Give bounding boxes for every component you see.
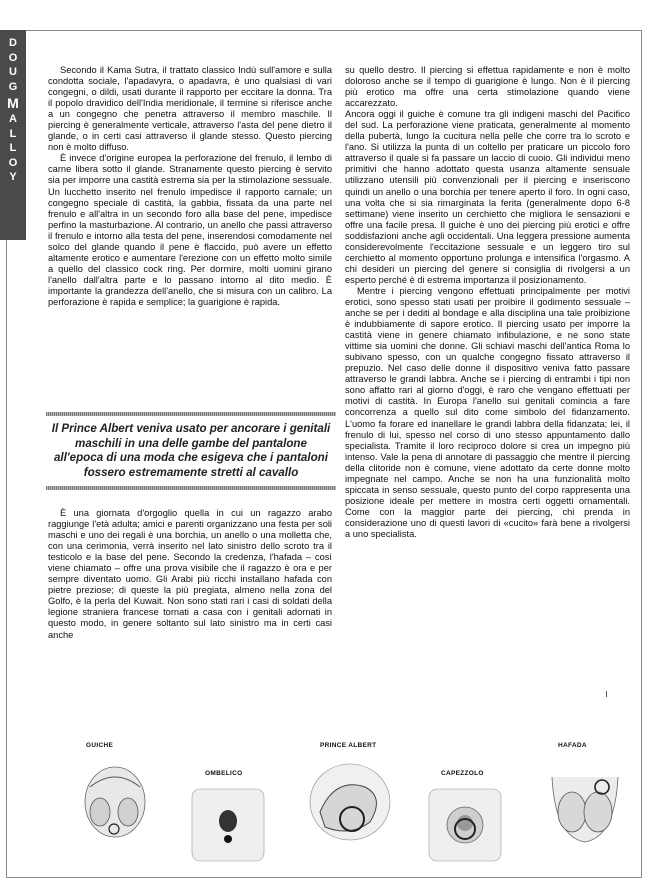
figure-label-prince-albert: PRINCE ALBERT [320,742,377,749]
sidebar-letter: L [9,127,17,140]
article-column-right [345,65,630,540]
prince-albert-illustration [300,757,400,847]
hafada-illustration [540,757,630,847]
sidebar-letter: G [8,80,18,93]
paragraph: È una giornata d'orgoglio quella in cui un ragazzo arabo raggiunge l'età adulta; amici e parenti organizzano una festa per soli maschi e uno dei regali è una borchia, un anello o una molletta che, con una cerimonia, verrà inserito nel lato sinistro dello scroto tra il testicolo e la base del pene. Secondo la credenza, l'hafada – così viene chiamato – offre una prova visibile che il ragazzo è ora e per sempre diventato uomo. Gli Arabi più ricchi installano hafada con pietre preziose; di queste la più pregiata, almeno nella zona del Golfo, è la perla del Kuwait. Non sono stati rari i casi di soldati della legione straniera francese tornati a casa con i genitali adornati in questo modo, in genere soltanto sul lato sinistro ma in certi casi anche [48,508,332,640]
figure-label-guiche: GUICHE [86,742,114,749]
guiche-illustration [70,757,160,847]
paragraph: È invece d'origine europea la perforazione del frenulo, il lembo di carne libera sotto il glande. Stranamente questo piercing è servito sia per imporre una castità estrema sia per la stimolazione sessuale. Un lucchetto inserito nel frenulo impedisce il rapporto carnale; un congegno speciale di castità, la gabbia, fissata da una parte nel frenulo e all'altra in un secondo foro alla base del pene, impedisce perfino la masturbazione. Al contrario, un anello che passi attraverso il frenulo e intorno alla testa del pene, inserendosi comodamente nel solco del glande quando il pene è flaccido, può avere un effetto altamente erotico e aumentare l'erezione con un effetto molto simile a quello del classico cock ring. Per dormire, molti uomini girano l'anello dall'altra parte e lo passano intorno al dito medio. È importante la grandezza dell'anello, che si misura con un calibro. La perforazione è rapida e semplice; la guarigione è rapida. [48,153,332,307]
sidebar-letter: M [7,95,19,111]
sidebar-letter: L [9,142,17,154]
pull-quote-bottom-rule [46,486,336,490]
pull-quote [46,412,336,496]
margin-mark [606,691,607,697]
sidebar-letter: D [9,37,17,49]
figure-label-ombelico: OMBELICO [205,770,243,777]
sidebar-letter: O [8,51,18,64]
figure-label-capezzolo: CAPEZZOLO [441,770,484,777]
sidebar-letter: U [9,66,17,78]
pull-quote-text: Il Prince Albert veniva usato per ancorare i genitali maschili in una delle gambe del pantalone all'epoca di una moda che esigeva che i pantaloni fossero estremamente stretti al cavallo [51,422,331,479]
author-sidebar [0,30,26,240]
sidebar-letter: O [8,156,18,169]
paragraph: Mentre i piercing vengono effettuati principalmente per motivi erotici, sono spesso stati usati per proibire il godimento sessuale – anche se per i dediti al bondage e alla disciplina una tale proibizione è indubbiamente di sapore erotico. Il piercing usato per imporre la castità viene in genere chiamato infibulazione, e ne sono state vittime sia uomini che donne. Gli schiavi maschi dell'antica Roma lo subivano spesso, con un qualche congegno fissato attraverso il prepuzio. Nel caso delle donne il dispositivo veniva fatto passare attraverso le grandi labbra. Anche se i piercing di entrambi i tipi non sono affatto rari al giorno d'oggi, è raro che vengano effettuati per motivi di castità. In Europa l'anello sui genitali comincia a fare concorrenza a quello sul dito come simbolo del fidanzamento. L'uomo fa forare ed inanellare le grandi labbra della fidanzata; lei, il frenulo di lui, spesso nel corso di uno stesso appuntamento dallo specialista. Tramite il loro reciproco dolore si crea un impegno più intenso. Vale la pena di annotare di passaggio che mentre il piercing della clitoride non è comune, viene adottato da certe donne molto impegnate nel campo. Anche se non ha una funzionalità molto spiccata in senso sessuale, questo punto del corpo rappresenta una posizione ideale per mettere in mostra certi oggetti ornamentali. Come con la maggior parte dei piercing, chi prenda in considerazione uno di questi lavori di «cucito» farà bene a rivolgersi a uno specialista. [345,285,630,539]
paragraph: Ancora oggi il guiche è comune tra gli indigeni maschi del Pacifico del sud. La perforazione viene praticata, generalmente al momento della pubertà, lungo la cucitura nella pelle che corre tra lo scroto e l'ano. Si utilizza la punta di un coltello per praticare un piccolo foro attraverso il quale si fa passare un laccio di cuoio. Gli individui meno primitivi che hanno adottato questa usanza altamente sensuale utilizzano utensili più convenzionali per il piercing e inseriscono quindi un anello o una borchia per tenere aperto il foro. In ogni caso, una volta che si sia rimarginata la ferita (generalmente dopo 6-8 settimane) viene inserito un cerchietto che migliora le sensazioni e offre una facile presa. Il guiche è uno dei piercing più erotici e offre soddisfazioni anche agli occidentali. Una leggera pressione aumenta considerevolmente l'eccitazione sessuale e un leggero tiro sul cerchietto al momento opportuno prolunga e intensifica l'orgasmo. A chi desideri un piercing del genere si consiglia di rivolgersi a un esperto perché è di estrema importanza il posizionamento. [345,109,630,285]
paragraph: Secondo il Kama Sutra, il trattato classico Indù sull'amore e sulla condotta sociale, l'apadavyra, o apadavra, è uno qualsiasi di vari congegni, o dildi, usati durante il rapporto per eccitare la donna. Tra il popolo dravidico dell'India meridionale, il termine si riferisce anche a un congegno che penetra attraverso il membro maschile. Il piercing è generalmente verticale, attraverso l'asta del pene dietro il glande, o in certi casi attraverso il glande stesso. Questo piercing non è molto diffuso. [48,65,332,153]
article-column-left-top [48,65,332,308]
sidebar-letter: A [9,113,17,125]
paragraph: su quello destro. Il piercing si effettua rapidamente e non è molto doloroso anche se il tempo di guarigione è lungo. Non è il piercing più erotico ma offre una certa stimolazione quando viene accarezzato. [345,65,630,109]
sidebar-letter: Y [9,171,17,183]
figure-label-hafada: HAFADA [558,742,587,749]
article-column-left-bottom [48,508,332,641]
ombelico-illustration [188,785,268,865]
capezzolo-illustration [425,785,505,865]
